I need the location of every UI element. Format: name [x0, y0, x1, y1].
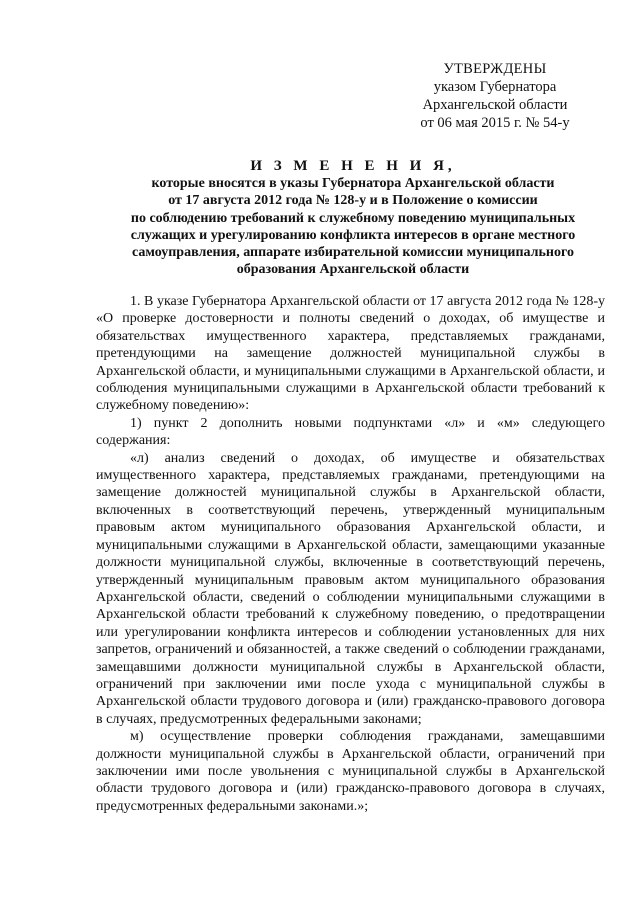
title-line: по соблюдению требований к служебному поведению муниципальных	[130, 210, 576, 226]
title-line: служащих и урегулированию конфликта интересов в органе местного	[130, 227, 576, 243]
document-title	[96, 158, 610, 278]
approval-line-decree: указом Губернатора	[433, 79, 557, 95]
title-line: от 17 августа 2012 года № 128-у и в Положение о комиссии	[168, 193, 538, 209]
approval-line-region: Архангельской области	[422, 97, 568, 113]
document-body	[96, 293, 605, 815]
paragraph-item-1: 1. В указе Губернатора Архангельской области от 17 августа 2012 года № 128-у «О проверке достоверности и полноты сведений о доходах, об имуществе и обязательствах имущественного характера, представляемых гражданами, претендующими на замещение должностей муниципальной службы в Архангельской области, и муниципальными служащими в Архангельской области, и соблюдения муниципальными служащими в Архангельской области требований к служебному поведению»:	[96, 294, 605, 414]
paragraph-subitem-1: 1) пункт 2 дополнить новыми подпунктами «л» и «м» следующего содержания:	[96, 415, 605, 449]
paragraph-subpoint-m: м) осуществление проверки соблюдения гражданами, замещавшими должности муниципальной службы в Архангельской области, ограничений при заключении ими после увольнения с муниципальной службы в Архангельской области трудового договора и (или) гражданско-правового договора в случаях, предусмотренных федеральными законами.»;	[96, 729, 605, 814]
paragraph-subpoint-l: «л) анализ сведений о доходах, об имуществе и обязательствах имущественного характера, представляемых гражданами, претендующими на замещение должностей муниципальной службы в Архангельской области, включенных в соответствующий перечень, утвержденный муниципальным правовым актом муниципального образования Архангельской области, и муниципальными служащими в Архангельской области, замещающими указанные должности муниципальной службы, включенные в соответствующий перечень, утвержденный муниципальным правовым актом муниципального образования Архангельской области, сведений о соблюдении муниципальными служащими в Архангельской области требований к служебному поведению, о предотвращении или урегулировании конфликта интересов и соблюдении установленных для них запретов, ограничений и обязанностей, а также сведений о соблюдении гражданами, замещавшими должности муниципальной службы в Архангельской области, ограничений при заключении ими после ухода с муниципальной службы в Архангельской области трудового договора и (или) гражданско-правового договора в случаях, предусмотренных федеральными законами;	[96, 450, 605, 727]
approval-stamp	[395, 60, 595, 132]
approval-heading: УТВЕРЖДЕНЫ	[443, 61, 547, 77]
title-line: образования Архангельской области	[236, 262, 470, 278]
approval-line-date: от 06 мая 2015 г. № 54-у	[420, 115, 570, 131]
title-line: которые вносятся в указы Губернатора Архангельской области	[151, 176, 555, 192]
title-line: самоуправления, аппарате избирательной комиссии муниципального	[132, 245, 574, 261]
title-heading: И З М Е Н Е Н И Я,	[250, 158, 456, 174]
